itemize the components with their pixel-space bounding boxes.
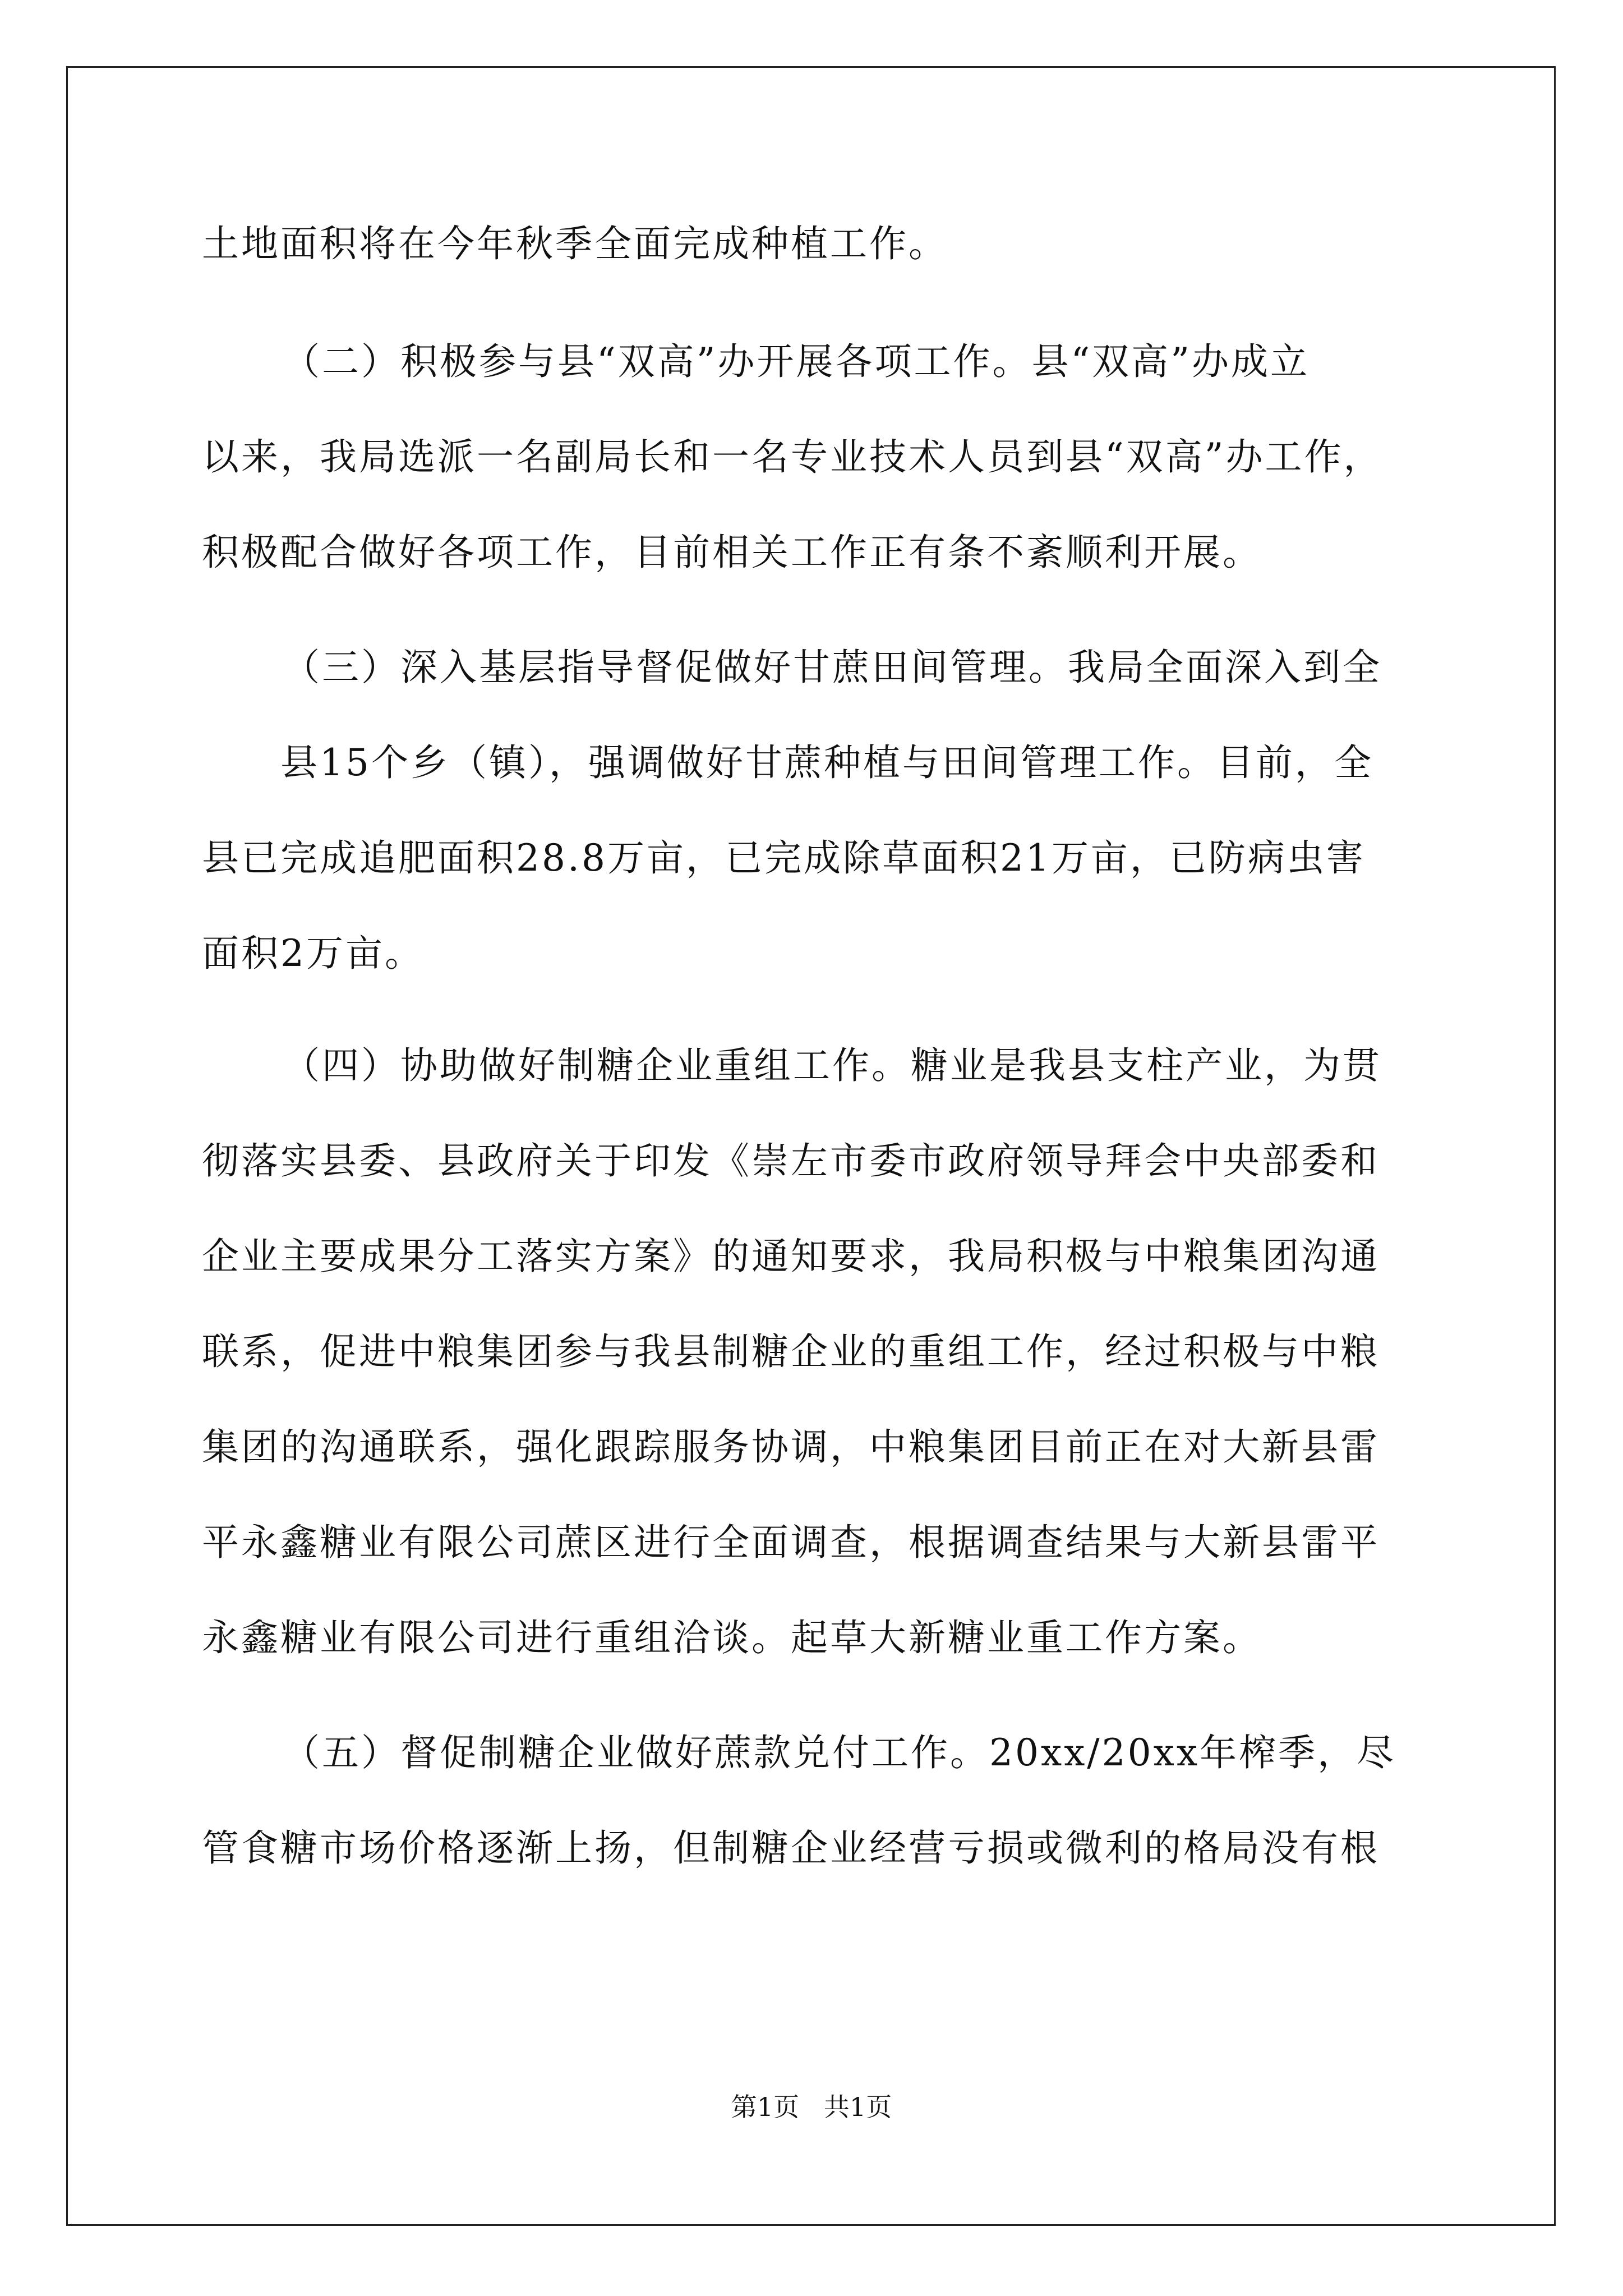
paragraph-first-line: （五）督促制糖企业做好蔗款兑付工作。20xx/20xx年榨季，尽 [283,1731,1396,1774]
text-line: 联系，促进中粮集团参与我县制糖企业的重组工作，经过积极与中粮 [202,1330,1380,1373]
text-line: 平永鑫糖业有限公司蔗区进行全面调查，根据调查结果与大新县雷平 [202,1521,1380,1564]
paragraph-first-line: （二）积极参与县“双高”办开展各项工作。县“双高”办成立 [283,340,1310,383]
text-line: 集团的沟通联系，强化跟踪服务协调，中粮集团目前正在对大新县雷 [202,1425,1380,1469]
text-line: 管食糖市场价格逐渐上扬，但制糖企业经营亏损或微利的格局没有根 [202,1826,1380,1870]
text-line: 县已完成追肥面积28.8万亩，已完成除草面积21万亩，已防病虫害 [202,836,1366,880]
text-line: 彻落实县委、县政府关于印发《崇左市委市政府领导拜会中央部委和 [202,1139,1380,1182]
text-line: 企业主要成果分工落实方案》的通知要求，我局积极与中粮集团沟通 [202,1235,1380,1278]
text-line: 县15个乡（镇），强调做好甘蔗种植与田间管理工作。目前，全 [280,741,1373,784]
text-line: 永鑫糖业有限公司进行重组洽谈。起草大新糖业重工作方案。 [202,1616,1262,1659]
text-line: 面积2万亩。 [202,932,424,975]
paragraph-first-line: （四）协助做好制糖企业重组工作。糖业是我县支柱产业，为贯 [283,1044,1382,1087]
text-line: 积极配合做好各项工作，目前相关工作正有条不紊顺利开展。 [202,531,1262,574]
text-line: 以来，我局选派一名副局长和一名专业技术人员到县“双高”办工作， [202,435,1383,478]
page-footer: 第1页 共1页 [731,2092,892,2122]
paragraph-first-line: （三）深入基层指导督促做好甘蔗田间管理。我局全面深入到全 [283,646,1382,689]
text-line: 土地面积将在今年秋季全面完成种植工作。 [202,222,948,265]
